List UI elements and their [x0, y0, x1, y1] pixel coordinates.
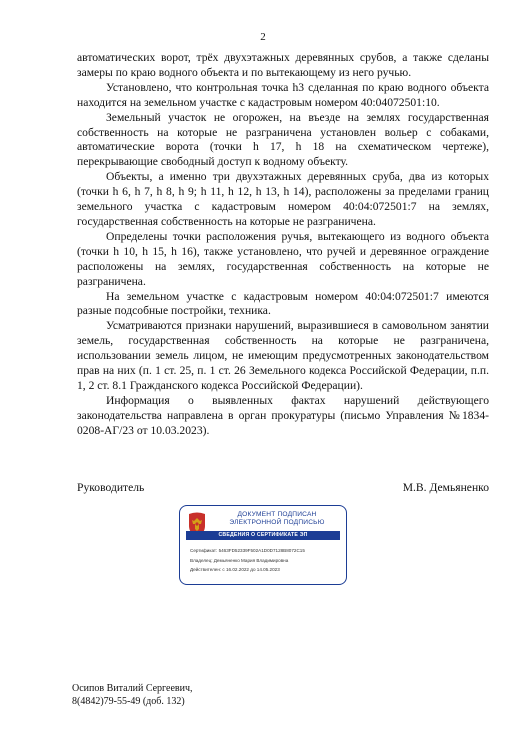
paragraph-7: Усматриваются признаки нарушений, выразившиеся в самовольном занятии земель, государственная собственность на которые не разграничена, использовании земель лицом, не имеющим предусмотренных законодательством прав на них (п. 1 ст. 25, п. 1 ст. 26 Земельного кодекса Российской Федерации, п.п. 1, 2 ст. 8.1 Гражданского кодекса Российской Федерации). [77, 319, 489, 392]
page-number: 2 [260, 31, 266, 43]
paragraph-8: Информация о выявленных фактах нарушений действующего законодательства направлена в орган прокуратуры (письмо Управления №1834-0208-АГ/23 от 10.03.2023). [77, 393, 489, 437]
electronic-signature-stamp [179, 505, 347, 585]
paragraph-4: Объекты, а именно три двухэтажных деревянных сруба, два из которых (точки h 6, h 7, h 8, h 9; h 11, h 12, h 13, h 14), расположены за пределами границ земельного участка с кадастровым номером 40:04:072501:7 на землях, государственная собственность на которые не разграничена. [77, 170, 489, 228]
stamp-title-line1: ДОКУМЕНТ ПОДПИСАН [237, 511, 317, 518]
stamp-certificate: Сертификат: 5463FD52339F502A1D0D7128B8072C15 [190, 548, 305, 553]
executor-footer [72, 683, 193, 708]
signer-name: М.В. Демьяненко [402, 481, 489, 494]
stamp-info [190, 546, 340, 575]
paragraph-1: автоматических ворот, трёх двухэтажных деревянных срубов, а также сделаны замеры по краю водного объекта и по вытекающему из него ручью. [77, 51, 489, 79]
executor-name: Осипов Виталий Сергеевич, [72, 683, 193, 694]
paragraph-6: На земельном участке с кадастровым номером 40:04:072501:7 имеются разные подсобные постройки, техника. [77, 289, 489, 318]
paragraph-2: Установлено, что контрольная точка h3 сделанная по краю водного объекта находится на земельном участке с кадастровым номером 40:04072501:10. [77, 80, 489, 109]
stamp-title-line2: ЭЛЕКТРОННОЙ ПОДПИСЬЮ [229, 519, 325, 527]
signer-position: Руководитель [77, 481, 145, 494]
stamp-title [212, 511, 342, 528]
paragraph-5: Определены точки расположения ручья, вытекающего из водного объекта (точки h 10, h 15, h 16), также установлено, что ручей и деревянное ограждение расположены на землях, государственная собственность на которые не разграничена. [77, 229, 489, 288]
stamp-certificate-bar: СВЕДЕНИЯ О СЕРТИФИКАТЕ ЭП [186, 531, 340, 540]
stamp-validity: Действителен: с 16.02.2022 до 14.05.2023 [190, 567, 280, 572]
executor-phone: 8(4842)79-55-49 (доб. 132) [72, 695, 185, 707]
stamp-owner: Владелец: Демьяненко Мария Владимировна [190, 557, 289, 563]
signature-row [77, 481, 489, 494]
document-body [77, 51, 489, 439]
paragraph-3: Земельный участок не огорожен, на въезде на землях государственная собственность на которые не разграничена установлен вольер с собаками, автоматические ворота (точки h 17, h 18 на схематическом чертеже), перекрывающие свободный доступ к водному объекту. [77, 110, 489, 169]
